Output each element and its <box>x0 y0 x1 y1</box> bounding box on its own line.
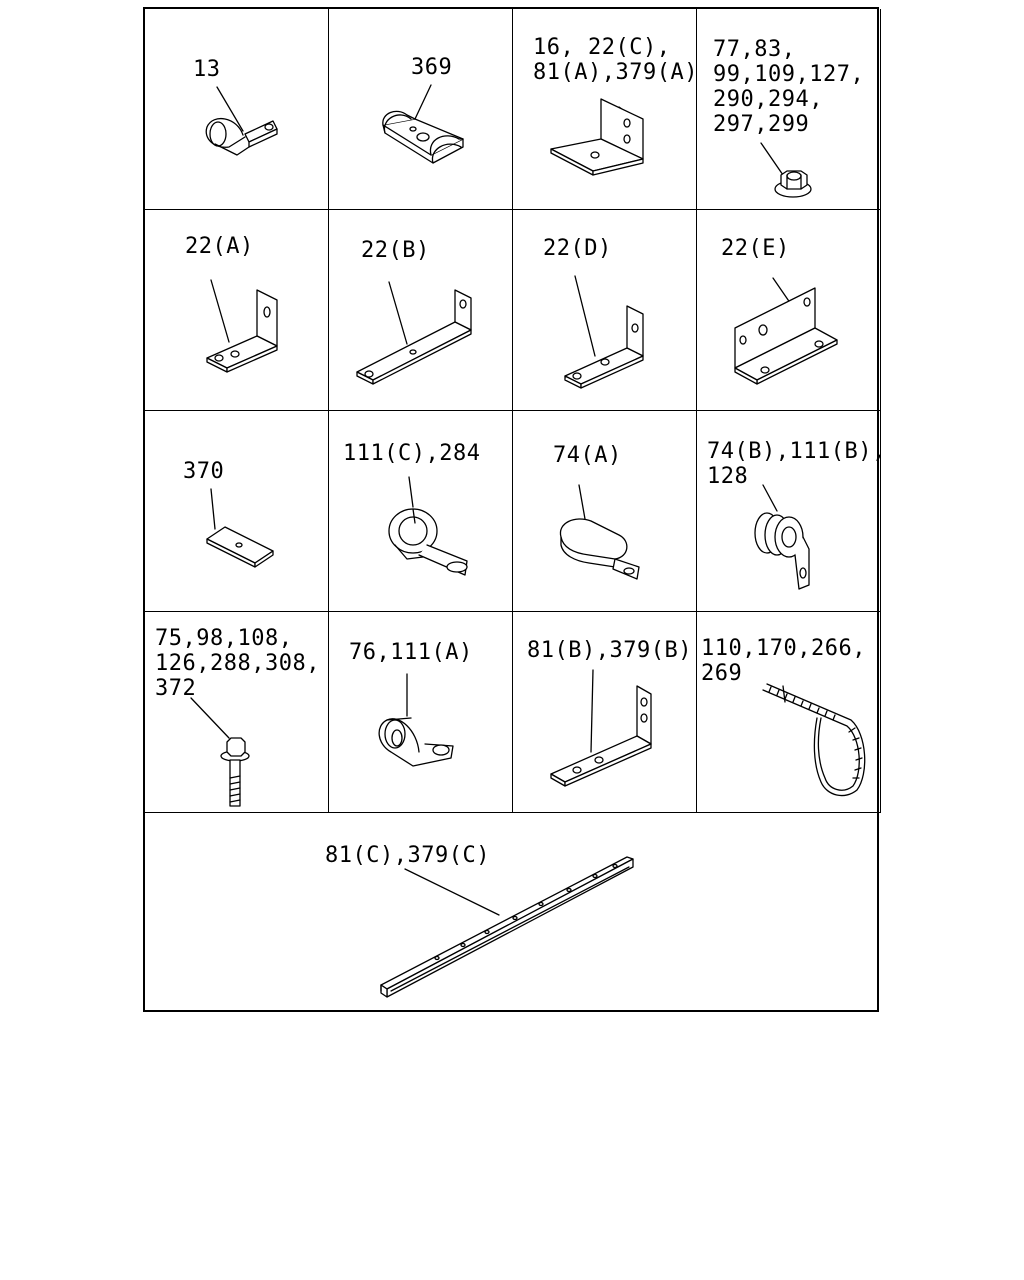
part-label: 22(B) <box>361 238 430 263</box>
double-clip-icon <box>369 79 489 179</box>
part-label: 110,170,266, 269 <box>701 636 866 686</box>
part-label: 22(E) <box>721 236 790 261</box>
part-label: 76,111(A) <box>349 640 473 665</box>
flat-plate-icon <box>201 483 281 573</box>
part-cell <box>329 612 513 813</box>
part-cell <box>145 612 329 813</box>
part-cell <box>145 813 881 1012</box>
part-label: 74(B),111(B), 128 <box>707 439 886 489</box>
part-cell <box>329 9 513 210</box>
p-clip-icon <box>553 479 663 589</box>
part-label: 370 <box>183 459 225 484</box>
part-label: 77,83, 99,109,127, 290,294, 297,299 <box>713 37 865 137</box>
part-label: 81(B),379(B) <box>527 638 692 663</box>
part-cell <box>513 612 697 813</box>
pipe-clamp-icon <box>369 670 479 780</box>
part-cell <box>513 210 697 411</box>
part-label: 22(D) <box>543 236 612 261</box>
flange-nut-icon <box>753 139 823 209</box>
part-cell <box>513 9 697 210</box>
parts-grid <box>143 7 886 1012</box>
part-cell <box>697 210 881 411</box>
part-cell <box>145 210 329 411</box>
l-bracket-icon <box>547 666 667 786</box>
angle-bracket-icon <box>543 89 673 189</box>
long-l-bracket-icon <box>349 276 489 396</box>
part-cell <box>513 411 697 612</box>
pipe-clamp-icon <box>185 79 295 179</box>
part-label: 74(A) <box>553 443 622 468</box>
l-bracket-icon <box>195 270 305 380</box>
part-label: 13 <box>193 57 221 82</box>
part-label: 111(C),284 <box>343 441 481 466</box>
part-cell <box>697 9 881 210</box>
part-label: 22(A) <box>185 234 254 259</box>
channel-rail-icon <box>375 849 645 1009</box>
grommet-clip-icon <box>737 481 837 591</box>
l-bracket-icon <box>553 270 663 390</box>
part-label: 75,98,108, 126,288,308, 372 <box>155 626 320 701</box>
part-cell <box>697 411 886 612</box>
part-label: 81(C),379(C) <box>325 843 490 868</box>
part-label: 16, 22(C), 81(A),379(A) <box>533 35 698 85</box>
part-cell <box>329 210 513 411</box>
flange-bolt-icon <box>185 692 265 812</box>
part-cell <box>145 411 329 612</box>
wide-angle-bracket-icon <box>721 272 861 392</box>
part-cell <box>145 9 329 210</box>
part-label: 369 <box>411 55 453 80</box>
cable-clamp-icon <box>379 471 489 591</box>
part-cell <box>329 411 513 612</box>
cable-tie-icon <box>757 682 877 802</box>
part-cell <box>697 612 881 813</box>
